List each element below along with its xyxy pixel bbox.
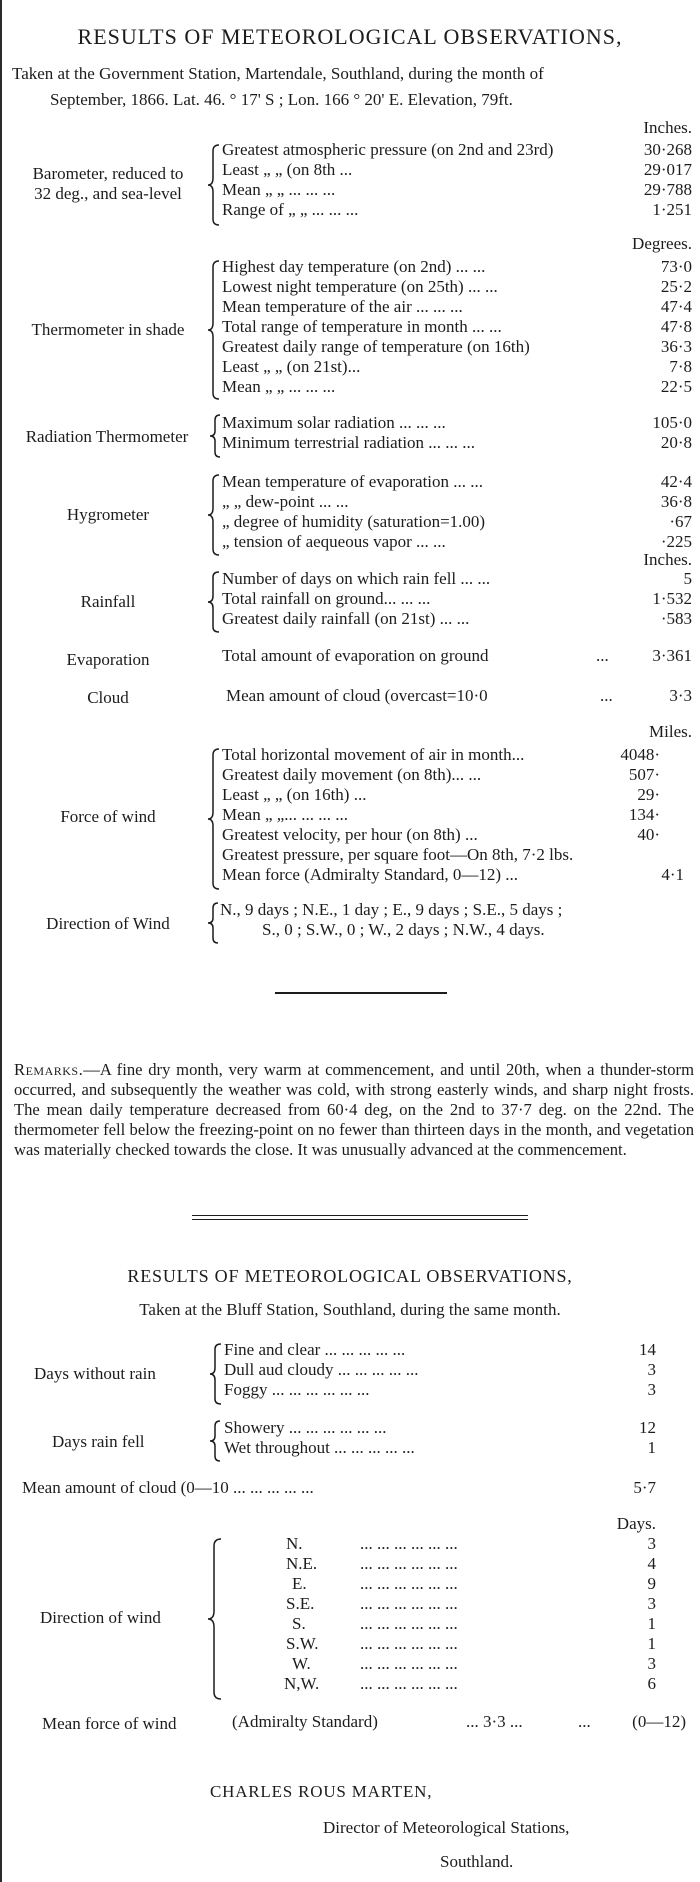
wind-force-row-pressure: Greatest pressure, per square foot—On 8th, 7·2 lbs. [222,845,574,864]
wind-force-value-total: 4048· [620,745,660,764]
signature-title: Director of Meteorological Stations, [323,1818,570,1837]
radiation-row-min: Minimum terrestrial radiation ... ... ... [222,433,476,452]
barometer-value-range: 1·251 [652,200,692,219]
thermometer-label: Thermometer in shade [31,320,185,339]
cloud-label: Cloud [87,688,129,707]
bluff-direction-n: N. [286,1534,303,1553]
days-without-rain-label: Days without rain [34,1364,156,1383]
martendale-title: RESULTS OF METEOROLOGICAL OBSERVATIONS, [77,24,623,49]
wind-force-brace-icon [206,748,222,890]
bluff-direction-s-value: 1 [647,1614,656,1633]
bluff-mean-force-dots: ... [578,1712,591,1731]
showery-value: 12 [639,1418,656,1437]
rainfall-value-days: 5 [683,569,692,588]
bluff-direction-dots-nw: ... ... ... ... ... ... [360,1674,458,1693]
hygrometer-label: Hygrometer [66,505,150,524]
double-rule-top [192,1215,528,1216]
bluff-direction-e-value: 9 [647,1574,656,1593]
barometer-unit: Inches. [643,118,692,137]
showery-row: Showery ... ... ... ... ... ... [224,1418,387,1437]
foggy-value: 3 [647,1380,656,1399]
cloud-dots: ... [600,686,613,705]
wind-direction-line2: S., 0 ; S.W., 0 ; W., 2 days ; N.W., 4 days. [262,920,545,939]
bluff-direction-dots-se: ... ... ... ... ... ... [360,1594,458,1613]
days-without-rain-brace-icon [208,1343,224,1405]
bluff-direction-s: S. [292,1614,306,1633]
dull-cloudy-value: 3 [647,1360,656,1379]
radiation-row-max: Maximum solar radiation ... ... ... [222,413,446,432]
hygrometer-row-humidity: „ degree of humidity (saturation=1.00) [222,512,486,531]
hygrometer-value-humidity: ·67 [669,512,692,531]
barometer-row-least: Least „ „ (on 8th ... [222,160,353,179]
barometer-value-mean: 29·788 [643,180,692,199]
days-rain-fell-label: Days rain fell [52,1432,145,1451]
foggy-row: Foggy ... ... ... ... ... ... [224,1380,370,1399]
radiation-value-min: 20·8 [660,433,692,452]
rainfall-unit: Inches. [643,550,692,569]
wind-direction-brace-icon [206,902,220,944]
rainfall-row-total: Total rainfall on ground... ... ... [222,589,431,608]
bluff-direction-nw-value: 6 [647,1674,656,1693]
thermometer-value-mean-air: 47·4 [660,297,692,316]
dull-cloudy-row: Dull aud cloudy ... ... ... ... ... [224,1360,419,1379]
hygrometer-row-dewpoint: „ „ dew-point ... ... [222,492,349,511]
bluff-direction-dots-w: ... ... ... ... ... ... [360,1654,458,1673]
bluff-subtitle: Taken at the Bluff Station, Southland, during the same month. [139,1300,561,1319]
days-rain-fell-brace-icon [208,1420,222,1462]
martendale-subtitle-line2: September, 1866. Lat. 46. ° 17' S ; Lon. 166 ° 20' E. Elevation, 79ft. [50,90,513,109]
hygrometer-value-evaporation: 42·4 [660,472,692,491]
thermometer-value-least-daily: 7·8 [669,357,692,376]
bluff-title: RESULTS OF METEOROLOGICAL OBSERVATIONS, [127,1266,573,1286]
bluff-direction-dots-s: ... ... ... ... ... ... [360,1614,458,1633]
wind-force-row-velocity: Greatest velocity, per hour (on 8th) ... [222,825,478,844]
bluff-cloud-row: Mean amount of cloud (0—10 ... ... ... ... ... [22,1478,314,1497]
rainfall-row-days: Number of days on which rain fell ... ... [222,569,491,588]
remarks-text: —A fine dry month, very warm at commencement, and until 20th, when a thunder-storm occurred, and subsequently the weather was cold, with strong easterly winds, and sharp night frosts. The mean daily temperature decreased from 60·4 deg, on the 2nd to 37·7 deg. on the 22nd. The thermometer fell below the freezing-point on no fewer than thirteen days in the month, and vegetation was materially checked towards the close. It was unusually advanced at the commencement. [14,1060,694,1159]
wind-force-unit: Miles. [649,722,692,741]
bluff-direction-e: E. [292,1574,307,1593]
thermometer-value-total-range: 47·8 [660,317,692,336]
signature-place: Southland. [440,1852,514,1871]
bluff-direction-se: S.E. [286,1594,315,1613]
cloud-text: Mean amount of cloud (overcast=10·0 [226,686,488,705]
bluff-direction-dots-sw: ... ... ... ... ... ... [360,1634,458,1653]
bluff-direction-ne-value: 4 [647,1554,656,1573]
wind-force-row-mean: Mean „ „... ... ... ... [222,805,349,824]
bluff-direction-sw: S.W. [286,1634,319,1653]
wind-direction-label: Direction of Wind [46,914,170,933]
bluff-direction-dots-n: ... ... ... ... ... ... [360,1534,458,1553]
barometer-row-greatest: Greatest atmospheric pressure (on 2nd and 23rd) [222,140,554,159]
martendale-subtitle-line1: Taken at the Government Station, Martendale, Southland, during the month of [12,64,544,83]
wind-direction-line1: N., 9 days ; N.E., 1 day ; E., 9 days ; S.E., 5 days ; [220,900,563,919]
thermometer-row-mean-air: Mean temperature of the air ... ... ... [222,297,463,316]
bluff-cloud-value: 5·7 [633,1478,656,1497]
thermometer-value-lowest: 25·2 [660,277,692,296]
bluff-direction-unit: Days. [616,1514,656,1533]
wet-throughout-row: Wet throughout ... ... ... ... ... [224,1438,415,1457]
hygrometer-row-evaporation: Mean temperature of evaporation ... ... [222,472,484,491]
rainfall-brace-icon [206,571,222,633]
thermometer-value-mean-daily: 22·5 [660,377,692,396]
double-rule-bottom [192,1219,528,1220]
page-edge-line [0,0,2,1882]
thermometer-row-total-range: Total range of temperature in month ... ... [222,317,502,336]
wind-force-value-mean-force: 4·1 [661,865,684,884]
thermometer-brace-icon [206,260,222,400]
bluff-direction-label: Direction of wind [40,1608,161,1627]
rainfall-label: Rainfall [80,592,136,611]
bluff-direction-se-value: 3 [647,1594,656,1613]
fine-clear-row: Fine and clear ... ... ... ... ... [224,1340,406,1359]
thermometer-row-mean-daily: Mean „ „ ... ... ... [222,377,336,396]
barometer-label-line1: Barometer, reduced to [32,164,184,183]
barometer-value-greatest: 30·268 [643,140,692,159]
hygrometer-brace-icon [206,474,222,556]
bluff-mean-force-value: ... 3·3 ... [466,1712,523,1731]
wind-force-row-mean-force: Mean force (Admiralty Standard, 0—12) ... [222,865,518,884]
bluff-direction-ne: N.E. [286,1554,318,1573]
hygrometer-value-tension: ·225 [660,532,692,551]
radiation-label: Radiation Thermometer [25,427,189,446]
thermometer-row-lowest: Lowest night temperature (on 25th) ... ... [222,277,498,296]
wind-force-row-greatest-daily: Greatest daily movement (on 8th)... ... [222,765,482,784]
thermometer-value-highest: 73·0 [660,257,692,276]
evaporation-label: Evaporation [66,650,150,669]
barometer-label-line2: 32 deg., and sea-level [34,184,182,203]
cloud-value: 3·3 [669,686,692,705]
wind-force-value-least: 29· [637,785,660,804]
bluff-mean-force-standard: (Admiralty Standard) [232,1712,378,1731]
bluff-direction-w: W. [292,1654,311,1673]
remarks-lead: Remarks. [14,1060,84,1079]
barometer-row-range: Range of „ „ ... ... ... [222,200,359,219]
radiation-value-max: 105·0 [652,413,692,432]
thermometer-row-highest: Highest day temperature (on 2nd) ... ... [222,257,486,276]
fine-clear-value: 14 [639,1340,656,1359]
evaporation-dots: ... [596,646,609,665]
bluff-mean-force-range: (0—12) [632,1712,686,1731]
wind-force-row-least: Least „ „ (on 16th) ... [222,785,367,804]
bluff-direction-dots-ne: ... ... ... ... ... ... [360,1554,458,1573]
signature-name: CHARLES ROUS MARTEN, [210,1782,433,1801]
evaporation-value: 3·361 [652,646,692,665]
wind-force-value-greatest-daily: 507· [628,765,660,784]
remarks-paragraph [14,1060,694,1160]
bluff-direction-nw: N,W. [284,1674,320,1693]
hygrometer-value-dewpoint: 36·8 [660,492,692,511]
wet-throughout-value: 1 [647,1438,656,1457]
section-divider [275,992,447,994]
bluff-direction-dots-e: ... ... ... ... ... ... [360,1574,458,1593]
hygrometer-row-tension: „ tension of aequeous vapor ... ... [222,532,446,551]
rainfall-value-total: 1·532 [652,589,692,608]
wind-force-value-velocity: 40· [637,825,660,844]
barometer-value-least: 29·017 [643,160,692,179]
bluff-direction-brace-icon [206,1538,224,1700]
bluff-mean-force-label: Mean force of wind [42,1714,177,1733]
evaporation-text: Total amount of evaporation on ground [222,646,489,665]
bluff-direction-n-value: 3 [647,1534,656,1553]
barometer-brace-icon [206,144,222,226]
thermometer-row-least-daily: Least „ „ (on 21st)... [222,357,361,376]
rainfall-row-greatest: Greatest daily rainfall (on 21st) ... ... [222,609,470,628]
barometer-row-mean: Mean „ „ ... ... ... [222,180,336,199]
thermometer-row-greatest-daily: Greatest daily range of temperature (on 16th) [222,337,530,356]
bluff-direction-w-value: 3 [647,1654,656,1673]
wind-force-label: Force of wind [60,807,156,826]
thermometer-value-greatest-daily: 36·3 [660,337,692,356]
wind-force-value-mean: 134· [628,805,660,824]
rainfall-value-greatest: ·583 [660,609,692,628]
bluff-direction-sw-value: 1 [647,1634,656,1653]
wind-force-row-total: Total horizontal movement of air in month... [222,745,525,764]
radiation-brace-icon [208,414,222,458]
thermometer-unit: Degrees. [632,234,692,253]
